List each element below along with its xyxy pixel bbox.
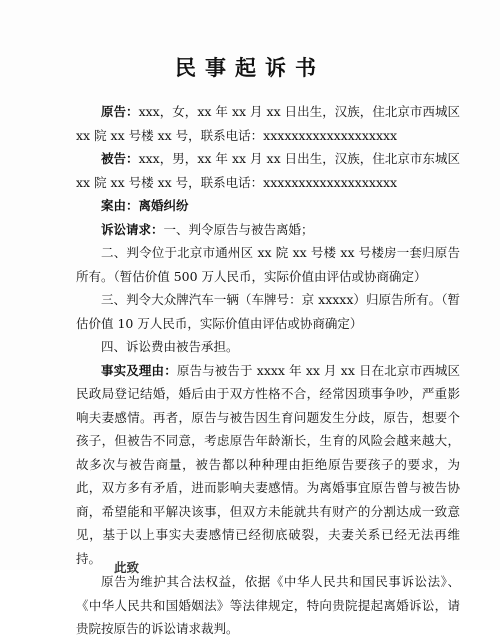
plaintiff-text: xxx，女，xx 年 xx 月 xx 日出生，汉族，住北京市西城区 xx 院 xx 号楼 xx 号，联系电话：xxxxxxxxxxxxxxxxxxx — [76, 104, 460, 143]
claim-2: 二、判令位于北京市通州区 xx 院 xx 号楼 xx 号楼房一套归原告所有。（暂估价值 500 万人民币，实际价值由评估或协商确定） — [76, 245, 460, 284]
cutoff-text: 此致 — [114, 560, 140, 575]
claim-1: 一、判令原告与被告离婚； — [163, 221, 314, 237]
document-title: 民事起诉书 — [175, 55, 325, 80]
facts-label: 事实及理由： — [101, 362, 177, 378]
conclusion-paragraph: 原告为维护其合法权益，依据《中华人民共和国民事诉讼法》、《中华人民共和国婚姻法》等法律规定，特向贵院提起离婚诉讼，请贵院按原告的诉讼请求裁判。 — [76, 574, 460, 636]
defendant-text: xxx，男，xx 年 xx 月 xx 日出生，汉族，住北京市东城区 xx 院 xx 号楼 xx 号，联系电话：xxxxxxxxxxxxxxxxxxx — [76, 151, 460, 190]
claims-label: 诉讼请求： — [101, 221, 164, 237]
facts-text: 原告与被告于 xxxx 年 xx 月 xx 日在北京市西城区民政局登记结婚，婚后由于双方性格不合，经常因琐事争吵，严重影响夫妻感情。再者，原告与被告因生育问题发生分歧，原告，想要个孩子，但被告不同意，考虑原告年龄渐长，生育的风险会越来越大，故多次与被告商量，被告都以种种理由拒绝原告要孩子的要求，为此，双方多有矛盾，进而影响夫妻感情。为离婚事宜原告曾与被告协商，希望能和平解决该事，但双方未能就共有财产的分割达成一致意见，基于以上事实夫妻感情已经彻底破裂，夫妻关系已经无法再维持。 — [76, 362, 460, 566]
defendant-paragraph — [76, 147, 460, 194]
cause-label: 案由： — [101, 198, 139, 213]
claims-paragraph — [76, 218, 460, 242]
defendant-label: 被告： — [101, 151, 139, 166]
facts-paragraph — [76, 359, 460, 571]
cause-paragraph — [76, 194, 460, 218]
plaintiff-paragraph — [76, 100, 460, 147]
claim-3: 三、判令大众牌汽车一辆（车牌号：京 xxxxx）归原告所有。（暂估价值 10 万人民币，实际价值由评估或协商确定） — [76, 292, 460, 331]
plaintiff-label: 原告： — [101, 104, 139, 119]
claim-4: 四、诉讼费由被告承担。 — [101, 339, 239, 354]
cause-text: 离婚纠纷 — [138, 198, 189, 213]
